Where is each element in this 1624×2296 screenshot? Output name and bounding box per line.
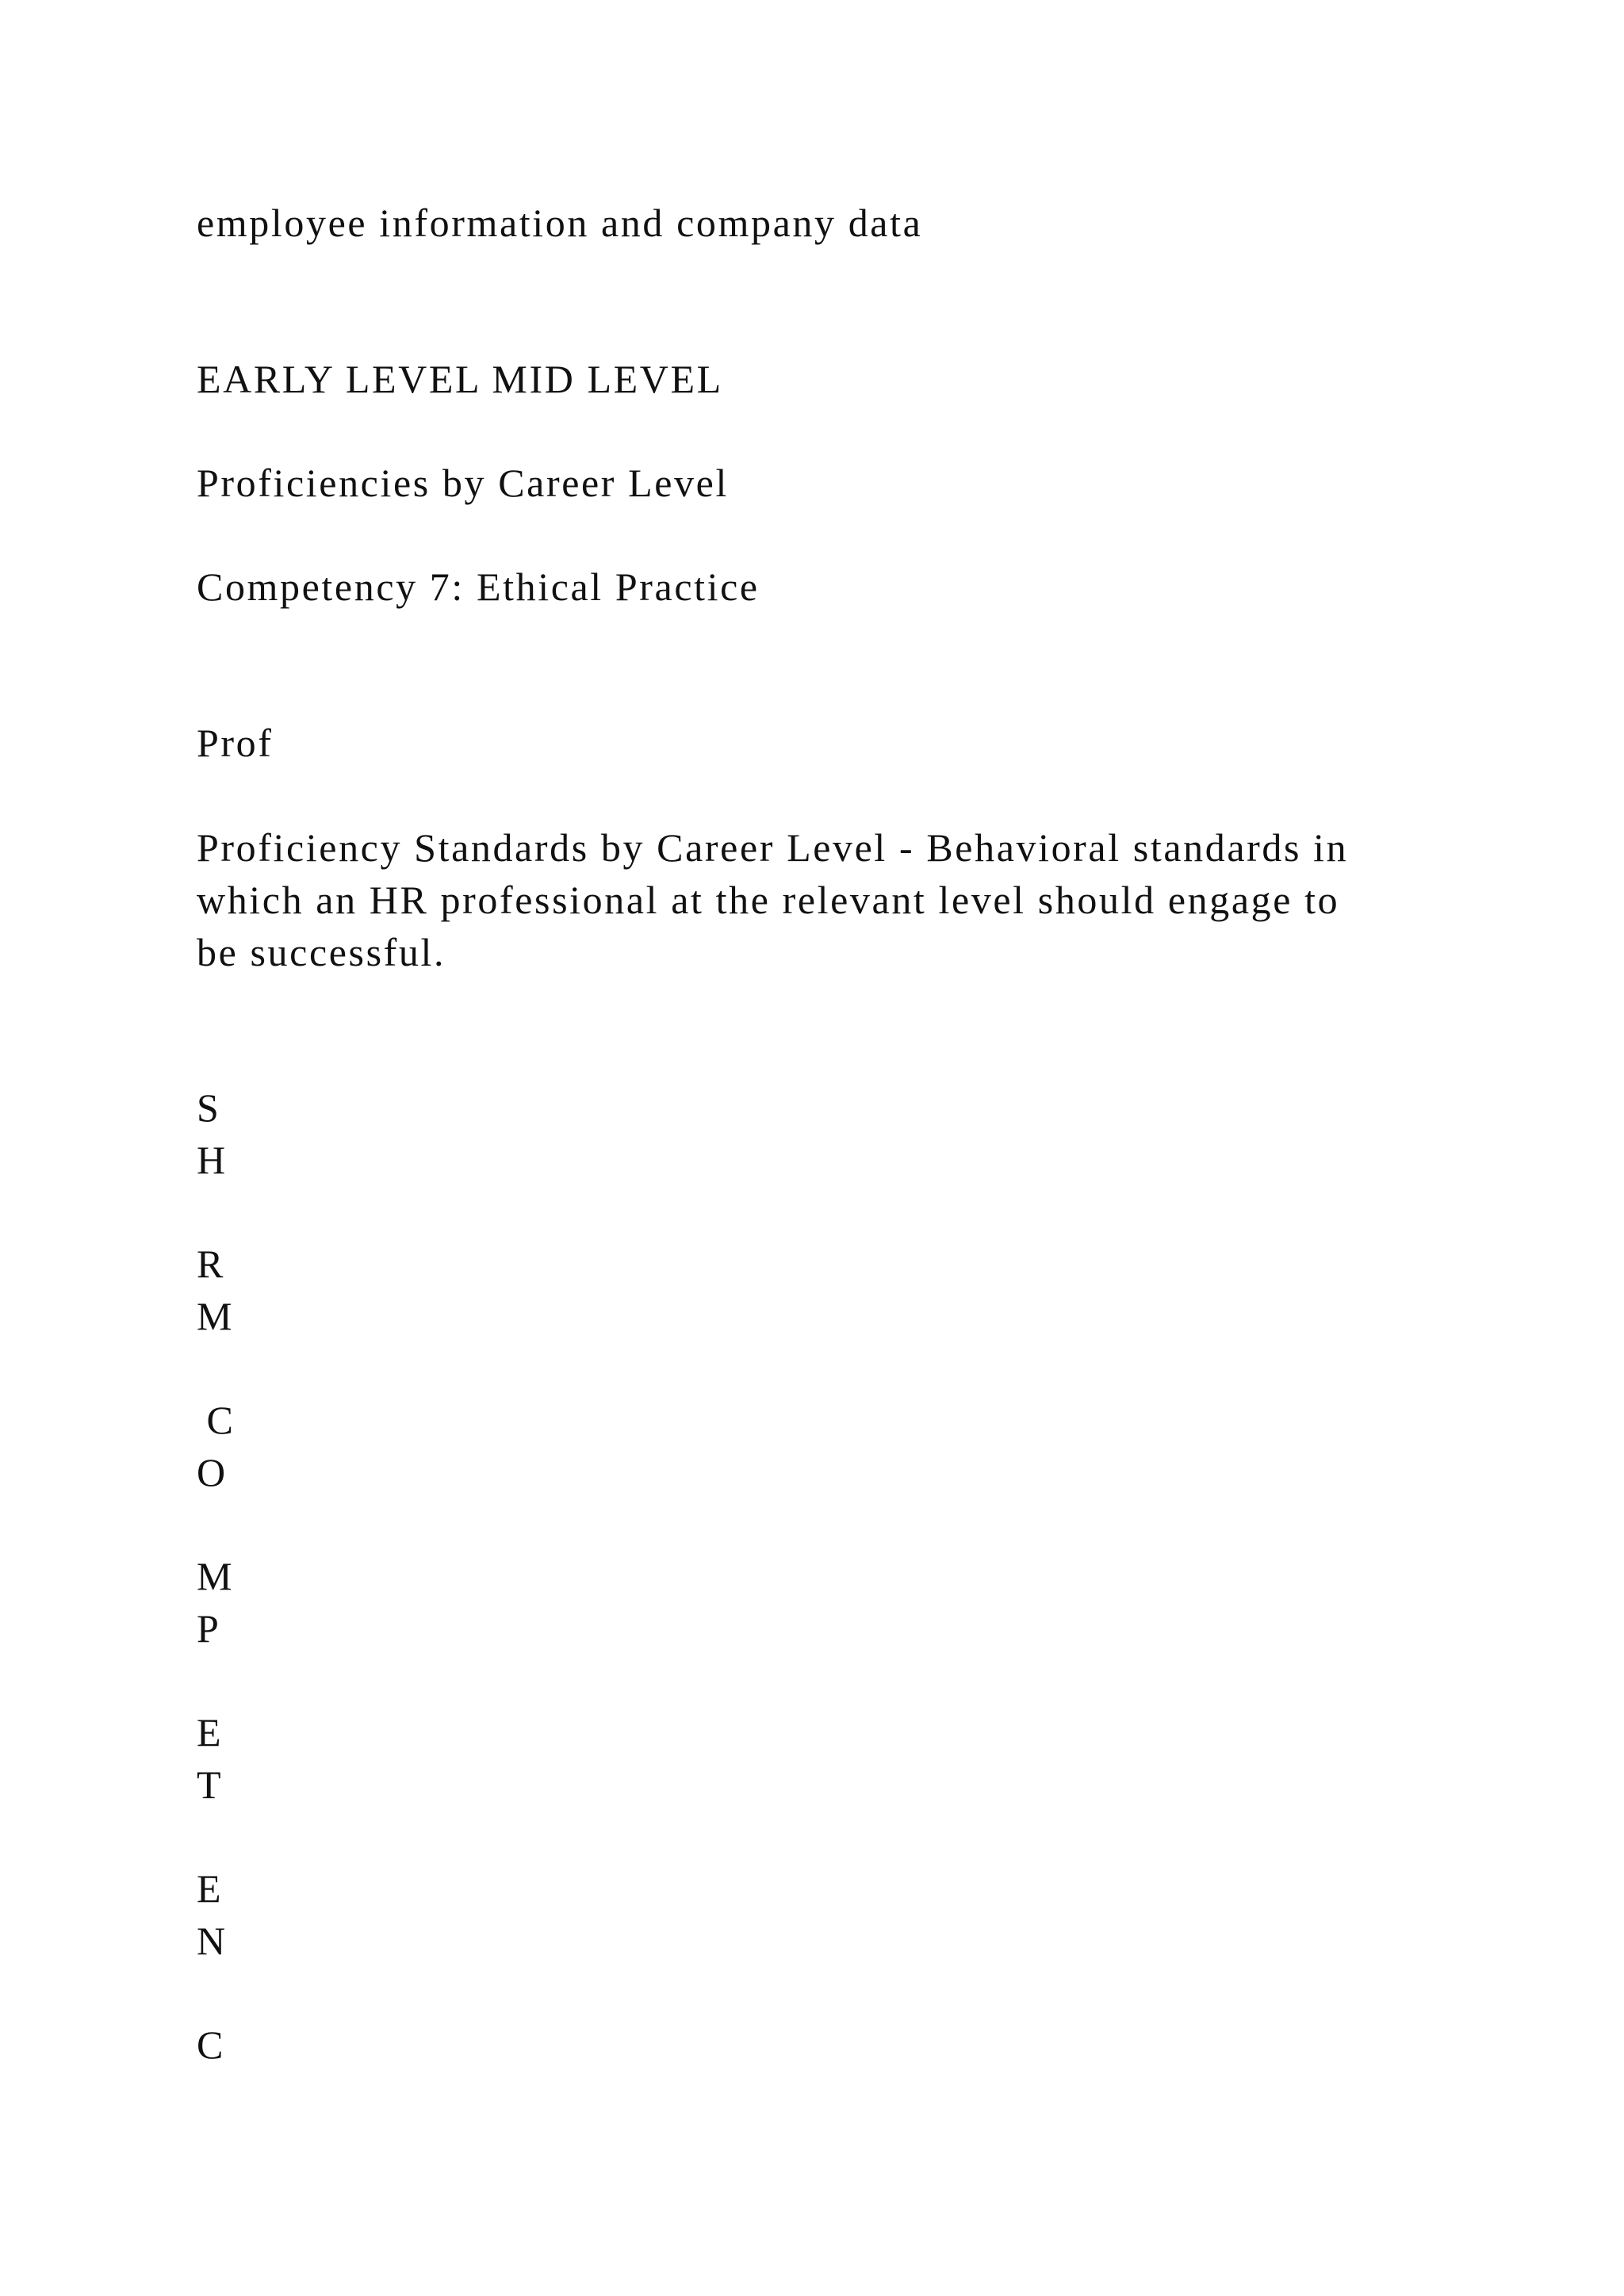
- vertical-letter: T: [197, 1762, 221, 1807]
- proficiency-standards-paragraph: [197, 821, 1442, 978]
- text-line-employee-information: employee information and company data: [197, 201, 923, 245]
- text-line-prof: Prof: [197, 721, 274, 765]
- vertical-letter: E: [197, 1866, 221, 1911]
- vertical-letter: E: [197, 1710, 221, 1755]
- paragraph-line-1: Proficiency Standards by Career Level - Behavioral standards in: [197, 825, 1349, 870]
- vertical-letter: M: [197, 1294, 232, 1338]
- vertical-letter: C: [197, 1398, 233, 1442]
- vertical-letter: O: [197, 1450, 226, 1494]
- paragraph-line-3: be successful.: [197, 930, 446, 974]
- vertical-letter: N: [197, 1919, 226, 1963]
- vertical-letter: S: [197, 1085, 219, 1130]
- vertical-letter: P: [197, 1606, 219, 1651]
- vertical-letter: R: [197, 1242, 224, 1286]
- vertical-letter: C: [197, 2022, 224, 2067]
- vertical-letter: M: [197, 1554, 232, 1598]
- vertical-letter: H: [197, 1138, 226, 1182]
- text-line-competency-title: Competency 7: Ethical Practice: [197, 564, 760, 609]
- paragraph-line-2: which an HR professional at the relevant level should engage to: [197, 878, 1340, 922]
- text-line-career-levels: EARLY LEVEL MID LEVEL: [197, 357, 723, 401]
- text-line-proficiencies-heading: Proficiencies by Career Level: [197, 461, 729, 505]
